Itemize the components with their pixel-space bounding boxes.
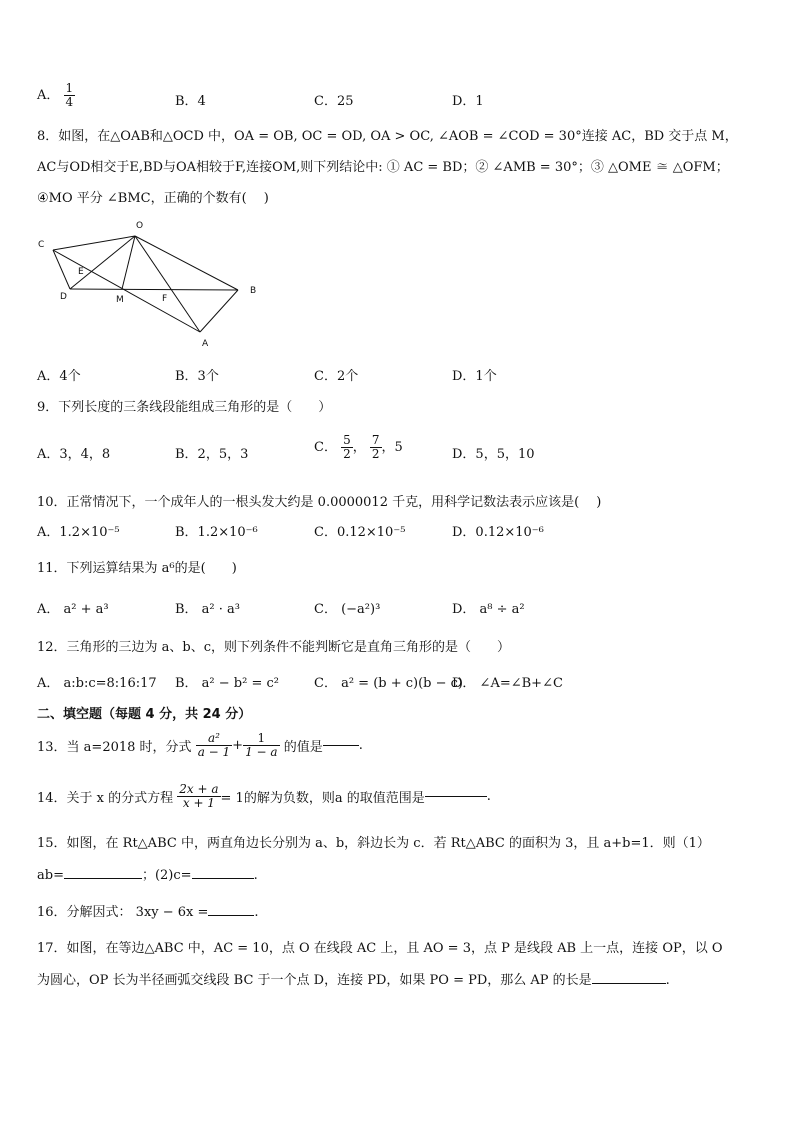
q8-stem-line1: 8．如图，在△OAB和△OCD 中，OA = OB, OC = OD, OA > OC, ∠AOB = ∠COD = 30°连接 AC，BD 交于点 M， — [37, 129, 738, 144]
label-f: F — [162, 294, 168, 304]
fraction: $\frac{1}{4}$ — [65, 81, 74, 110]
q7-option-b: B．4 — [175, 94, 206, 109]
fraction: $\frac{1}{1 - a}$ — [245, 731, 278, 760]
q15-line2: ab= ；(2)c= . — [37, 868, 258, 883]
q11-option-a: A． a² + a³ — [37, 602, 109, 617]
q9-option-d: D．5，5，10 — [452, 447, 535, 462]
q17-line1: 17．如图，在等边△ABC 中，AC = 10，点 O 在线段 AC 上，且 AO = 3，点 P 是线段 AB 上一点，连接 OP，以 O — [37, 941, 723, 956]
fraction: $\frac{7}{2}$ — [371, 433, 380, 462]
q10-option-b: B．1.2×10⁻⁶ — [175, 525, 258, 540]
q14: 14．关于 x 的分式方程 $\frac{2x + a}{x + 1}$ = 1的解为负数，则a 的取值范围是 . — [37, 782, 491, 811]
q12-option-a: A． a:b:c=8:16:17 — [37, 676, 157, 691]
answer-blank[interactable] — [192, 878, 254, 879]
answer-blank[interactable] — [208, 915, 254, 916]
answer-blank[interactable] — [592, 983, 666, 984]
q11-option-c: C． (−a²)³ — [314, 602, 381, 617]
q11-option-d: D． a⁸ ÷ a² — [452, 602, 525, 617]
q11-stem: 11．下列运算结果为 a⁶的是( ) — [37, 561, 237, 576]
q10-option-d: D．0.12×10⁻⁶ — [452, 525, 544, 540]
q8-option-c: C．2个 — [314, 369, 359, 384]
q8-stem-line3: ④MO 平分 ∠BMC，正确的个数有( ) — [37, 191, 269, 206]
q7-option-a: A． $\frac{1}{4}$ — [37, 81, 74, 110]
q12-option-b: B． a² − b² = c² — [175, 676, 279, 691]
q9-option-c: C． $\frac{5}{2}$ ， $\frac{7}{2}$ ，5 — [314, 433, 403, 462]
q11-option-b: B． a² · a³ — [175, 602, 241, 617]
q9-option-a: A．3，4，8 — [37, 447, 111, 462]
label-o: O — [136, 221, 144, 231]
q8-geometry-figure — [30, 212, 270, 352]
q16: 16．分解因式： 3xy − 6x = . — [37, 905, 259, 920]
q9-option-b: B．2，5，3 — [175, 447, 249, 462]
q15-line1: 15．如图，在 Rt△ABC 中，两直角边长分别为 a、b，斜边长为 c．若 Rt△ABC 的面积为 3，且 a+b=1．则（1） — [37, 836, 710, 851]
label-e: E — [78, 267, 84, 277]
q9-stem: 9．下列长度的三条线段能组成三角形的是（ ） — [37, 400, 332, 415]
label-d: D — [60, 292, 67, 302]
q7-option-d: D．1 — [452, 94, 484, 109]
answer-blank[interactable] — [323, 745, 359, 746]
q8-option-a: A．4个 — [37, 369, 81, 384]
fraction: $\frac{5}{2}$ — [343, 433, 351, 462]
label-m: M — [116, 295, 124, 305]
label-b: B — [250, 286, 257, 296]
q13: 13．当 a=2018 时，分式 $\frac{\text{a²}}{a - 1}$ + $\frac{1}{1 - a}$ 的值是 . — [37, 731, 363, 760]
q8-option-d: D．1个 — [452, 369, 497, 384]
q17-line2: 为圆心，OP 长为半径画弧交线段 BC 于一个点 D，连接 PD，如果 PO = PD，那么 AP 的长是 . — [37, 973, 670, 988]
answer-blank[interactable] — [64, 878, 142, 879]
q10-option-c: C．0.12×10⁻⁵ — [314, 525, 406, 540]
q10-stem: 10．正常情况下，一个成年人的一根头发大约是 0.0000012 千克，用科学记数法表示应该是( ) — [37, 495, 602, 510]
q12-stem: 12．三角形的三边为 a、b、c，则下列条件不能判断它是直角三角形的是（ ） — [37, 640, 511, 655]
q12-option-d: D． ∠A=∠B+∠C — [452, 676, 563, 691]
answer-blank[interactable] — [425, 796, 487, 797]
label-c: C — [38, 240, 45, 250]
section-heading: 二、填空题（每题 4 分，共 24 分） — [37, 707, 252, 722]
q12-option-c: C． a² = (b + c)(b − c) — [314, 676, 464, 691]
fraction: $\frac{2x + a}{x + 1}$ — [179, 782, 219, 811]
q7-option-c: C．25 — [314, 94, 354, 109]
fraction: $\frac{\text{a²}}{a - 1}$ — [197, 731, 231, 760]
q10-option-a: A．1.2×10⁻⁵ — [37, 525, 120, 540]
q8-option-b: B．3个 — [175, 369, 219, 384]
label-a: A — [202, 339, 209, 349]
q8-stem-line2: AC与OD相交于E,BD与OA相较于F,连接OM,则下列结论中: ① AC = BD；② ∠AMB = 30°；③ △OME ≅ △OFM； — [37, 160, 729, 175]
